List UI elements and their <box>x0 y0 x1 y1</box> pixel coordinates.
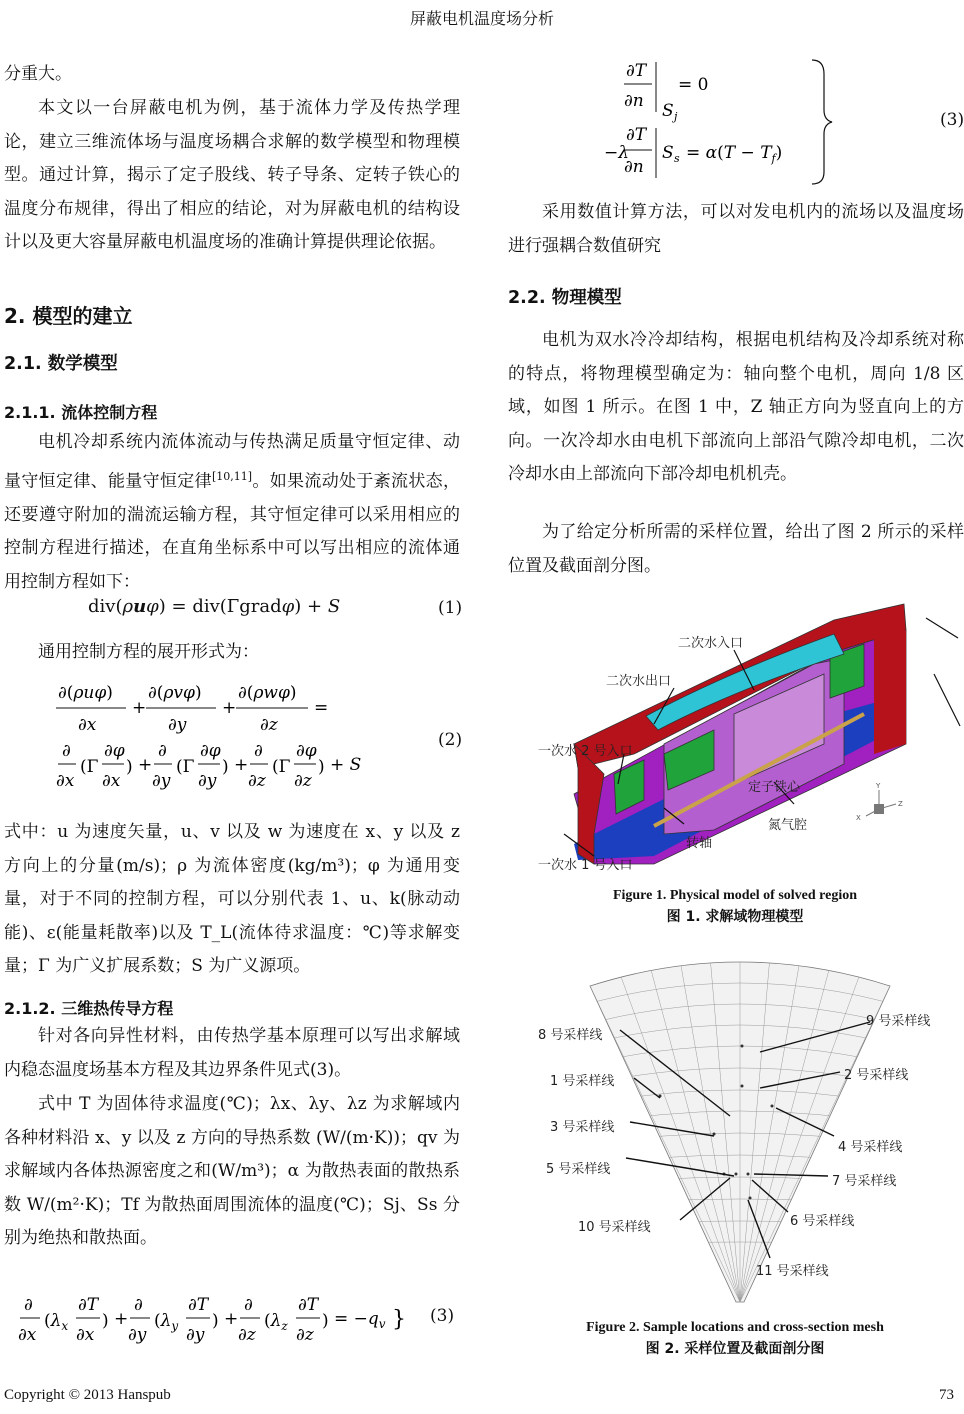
equation-1-number: (1) <box>438 598 463 618</box>
svg-text:∂x: ∂x <box>76 1325 95 1345</box>
svg-text:+ S: + S <box>330 755 362 775</box>
svg-text:s: s <box>674 152 680 165</box>
svg-text:): ) <box>212 1311 219 1331</box>
svg-text:Z: Z <box>898 800 903 808</box>
equation-3-main <box>14 1290 434 1360</box>
fig1-label-nitrogen-cavity: 氮气腔 <box>768 818 808 833</box>
figure-1-caption-zh: 图 1. 求解域物理模型 <box>666 909 804 925</box>
paragraph-physical-model: 电机为双水冷冷却结构，根据电机结构及冷却系统对称的特点，将物理模型确定为：轴向整个电机，周向 1/8 区域，如图 1 所示。在图 1 中，Z 轴正方向为竖直向上的方向。一次冷却水由电机下部流向上部沿气隙冷却电机，二次冷却水由上部流向下部冷却电机机壳。 <box>508 330 964 484</box>
figure-2-caption-zh: 图 2. 采样位置及截面剖分图 <box>645 1341 825 1357</box>
paragraph-intro: 本文以一台屏蔽电机为例，基于流体力学及传热学理论，建立三维流体场与温度场耦合求解的数学模型和物理模型。通过计算，揭示了定子股线、转子导条、定转子铁心的温度分布规律，得出了相应的结论，对为屏蔽电机的结构设计以及更大容量屏蔽电机温度场的准确计算提供理论依据。 <box>4 98 460 252</box>
paragraph-variable-definitions: 式中：u 为速度矢量，u、v 以及 w 为速度在 x、y 以及 z 方向上的分量(m/s)；ρ 为流体密度(kg/m³)；φ 为通用变量，对于不同的控制方程，可以分别代表 1、u、k(脉动动能)、ε(能量耗散率)以及 T_L(流体待求温度：℃)等求解变量；Γ 为广义扩展系数；S 为广义源项。 <box>4 822 460 976</box>
paragraph-fluid-text-b: 。如果流动处于紊流状态，还要遵守附加的湍流运输方程，其守恒定律可以采用相应的控制方程进行描述，在直角坐标系中可以写出相应的流体通用控制方程如下： <box>4 471 461 592</box>
svg-text:= −qv: = $-q_v$ <box>334 1309 386 1331</box>
svg-text:∂T: ∂T <box>188 1295 209 1315</box>
svg-text:X: X <box>856 814 861 822</box>
paragraph-fluid-text-a: 电机冷却系统内流体流动与传热满足质量守恒定律、动量守恒定律、能量守恒定律 <box>4 432 460 492</box>
fig2-label-line-4: 4 号采样线 <box>838 1140 903 1155</box>
equation-2 <box>50 676 410 806</box>
figure-1-caption-en: Figure 1. Physical model of solved region <box>612 888 858 903</box>
fig2-label-line-9: 9 号采样线 <box>866 1014 931 1029</box>
figure-2-caption-en: Figure 2. Sample locations and cross-section mesh <box>586 1320 884 1335</box>
svg-text:∂z: ∂z <box>238 1325 256 1345</box>
svg-text:∂(ρvφ): ∂(ρvφ) <box>148 683 202 703</box>
svg-text:+: + <box>224 1309 239 1329</box>
svg-text:∂n: ∂n <box>624 157 644 177</box>
fig1-label-secondary-outlet: 二次水出口 <box>606 674 672 689</box>
svg-text:∂y: ∂y <box>186 1325 205 1345</box>
svg-text:∂: ∂ <box>158 741 167 761</box>
paragraph-heat-conduction: 针对各向异性材料，由传热学基本原理可以写出求解域内稳态温度场基本方程及其边界条件见式(3)。 <box>4 1026 460 1080</box>
svg-text:): ) <box>102 1311 109 1331</box>
svg-text:∂y: ∂y <box>128 1325 147 1345</box>
svg-text:∂T: ∂T <box>626 125 647 145</box>
footer-page-number: 73 <box>939 1387 954 1403</box>
svg-text:): ) <box>222 757 229 777</box>
fig1-label-shaft: 转轴 <box>686 836 713 851</box>
fig1-label-stator-core: 定子铁心 <box>748 780 801 795</box>
svg-text:): ) <box>126 757 133 777</box>
svg-text:∂φ: ∂φ <box>104 741 125 761</box>
paragraph-numerical: 采用数值计算方法，可以对发电机内的流场以及温度场进行强耦合数值研究 <box>508 202 964 256</box>
svg-text:∂n: ∂n <box>624 91 644 111</box>
svg-text:(λy: ($\lambda_y$ <box>154 1311 179 1333</box>
svg-text:∂: ∂ <box>62 741 71 761</box>
svg-text:= α(T − Tf): = $\alpha(T - T_f)$ <box>686 143 783 165</box>
fig2-label-line-8: 8 号采样线 <box>538 1028 603 1043</box>
svg-text:∂: ∂ <box>134 1295 143 1315</box>
svg-text:∂y: ∂y <box>168 715 187 735</box>
fig1-label-primary-inlet-2: 一次水 2 号入口 <box>538 744 633 759</box>
fig2-label-line-2: 2 号采样线 <box>844 1068 909 1083</box>
fig2-label-line-6: 6 号采样线 <box>790 1214 855 1229</box>
svg-text:∂: ∂ <box>24 1295 33 1315</box>
svg-text:S: S <box>662 143 674 163</box>
svg-text:S: S <box>662 101 674 121</box>
svg-text:j: j <box>674 110 678 123</box>
svg-text:∂z: ∂z <box>294 771 312 791</box>
svg-text:+: + <box>114 1309 129 1329</box>
svg-text:∂φ: ∂φ <box>200 741 221 761</box>
svg-text:(Γ: (Γ <box>272 757 291 777</box>
svg-text:∂x: ∂x <box>78 715 97 735</box>
fig1-label-primary-inlet-1: 一次水 1 号入口 <box>538 858 633 873</box>
citation: [10,11] <box>211 469 253 483</box>
svg-text:−λ: −λ <box>604 143 630 163</box>
svg-text:+: + <box>132 698 147 718</box>
svg-text:= 0: = 0 <box>678 75 709 95</box>
figure-2-mesh <box>580 946 903 1308</box>
svg-text:Y: Y <box>876 782 881 790</box>
paragraph-heat-definitions: 式中 T 为固体待求温度(℃)；λx、λy、λz 为求解域内各种材料沿 x、y 以及 z 方向的导热系数 (W/(m·K))；qv 为求解域内各体热源密度之和(W/m³)；α 为散热表面的散热系数 W/(m²·K)；Tf 为散热面周围流体的温度(℃)；Sj、Ss 分别为绝热和散热面。 <box>4 1094 460 1248</box>
figure-1-physical-model <box>534 594 964 876</box>
fig2-label-line-3: 3 号采样线 <box>550 1120 615 1135</box>
equation-3-number-left: (3) <box>430 1306 455 1326</box>
svg-text:∂z: ∂z <box>296 1325 314 1345</box>
svg-text:(Γ: (Γ <box>176 757 195 777</box>
subsubsection-heading-2-1-2: 2.1.2. 三维热传导方程 <box>4 999 174 1018</box>
svg-text:+: + <box>234 755 249 775</box>
svg-text:∂φ: ∂φ <box>296 741 317 761</box>
paragraph-fluid-equations <box>4 426 460 599</box>
svg-text:+: + <box>138 755 153 775</box>
paragraph-continued: 分重大。 <box>4 64 72 84</box>
svg-text:∂y: ∂y <box>198 771 217 791</box>
svg-text:∂T: ∂T <box>78 1295 99 1315</box>
subsubsection-heading-2-1-1: 2.1.1. 流体控制方程 <box>4 403 158 422</box>
svg-text:∂x: ∂x <box>56 771 75 791</box>
section-heading-2: 2. 模型的建立 <box>4 304 133 328</box>
equation-2-number: (2) <box>438 730 463 750</box>
subsection-heading-2-1: 2.1. 数学模型 <box>4 354 118 374</box>
svg-text:(Γ: (Γ <box>80 757 99 777</box>
fig2-label-line-10: 10 号采样线 <box>578 1220 651 1235</box>
svg-text:=: = <box>314 698 329 718</box>
svg-text:∂z: ∂z <box>248 771 266 791</box>
fig2-label-line-7: 7 号采样线 <box>832 1174 897 1189</box>
svg-text:(λx: ($\lambda_x$ <box>44 1311 69 1333</box>
svg-text:∂x: ∂x <box>102 771 121 791</box>
fig2-label-line-1: 1 号采样线 <box>550 1074 615 1089</box>
svg-text:): ) <box>318 757 325 777</box>
svg-text:∂z: ∂z <box>260 715 278 735</box>
equation-3-number-right: (3) <box>940 110 964 130</box>
svg-text:+: + <box>222 698 237 718</box>
fig2-label-line-11: 11 号采样线 <box>756 1264 829 1279</box>
svg-text:): ) <box>322 1311 329 1331</box>
paragraph-expanded-form: 通用控制方程的展开形式为： <box>38 642 259 662</box>
equation-1: div(ρuφ) = div(Γgradφ) + S <box>88 596 341 617</box>
svg-text:(λz: ($\lambda_z$ <box>264 1311 288 1333</box>
svg-text:}: } <box>392 1307 406 1332</box>
fig2-label-line-5: 5 号采样线 <box>546 1162 611 1177</box>
subsection-heading-2-2: 2.2. 物理模型 <box>508 288 622 308</box>
svg-text:∂T: ∂T <box>626 61 647 81</box>
equation-3-boundary <box>600 54 840 190</box>
running-header: 屏蔽电机温度场分析 <box>409 9 554 28</box>
fig1-label-secondary-inlet: 二次水入口 <box>678 636 744 651</box>
svg-text:∂(ρuφ): ∂(ρuφ) <box>58 683 113 703</box>
svg-text:∂x: ∂x <box>18 1325 37 1345</box>
svg-text:∂: ∂ <box>244 1295 253 1315</box>
paragraph-sampling: 为了给定分析所需的采样位置，给出了图 2 所示的采样位置及截面剖分图。 <box>508 522 964 576</box>
svg-text:∂T: ∂T <box>298 1295 319 1315</box>
svg-text:∂: ∂ <box>254 741 263 761</box>
svg-text:∂(ρwφ): ∂(ρwφ) <box>238 683 297 703</box>
svg-text:∂y: ∂y <box>152 771 171 791</box>
footer-copyright: Copyright © 2013 Hanspub <box>4 1387 171 1403</box>
